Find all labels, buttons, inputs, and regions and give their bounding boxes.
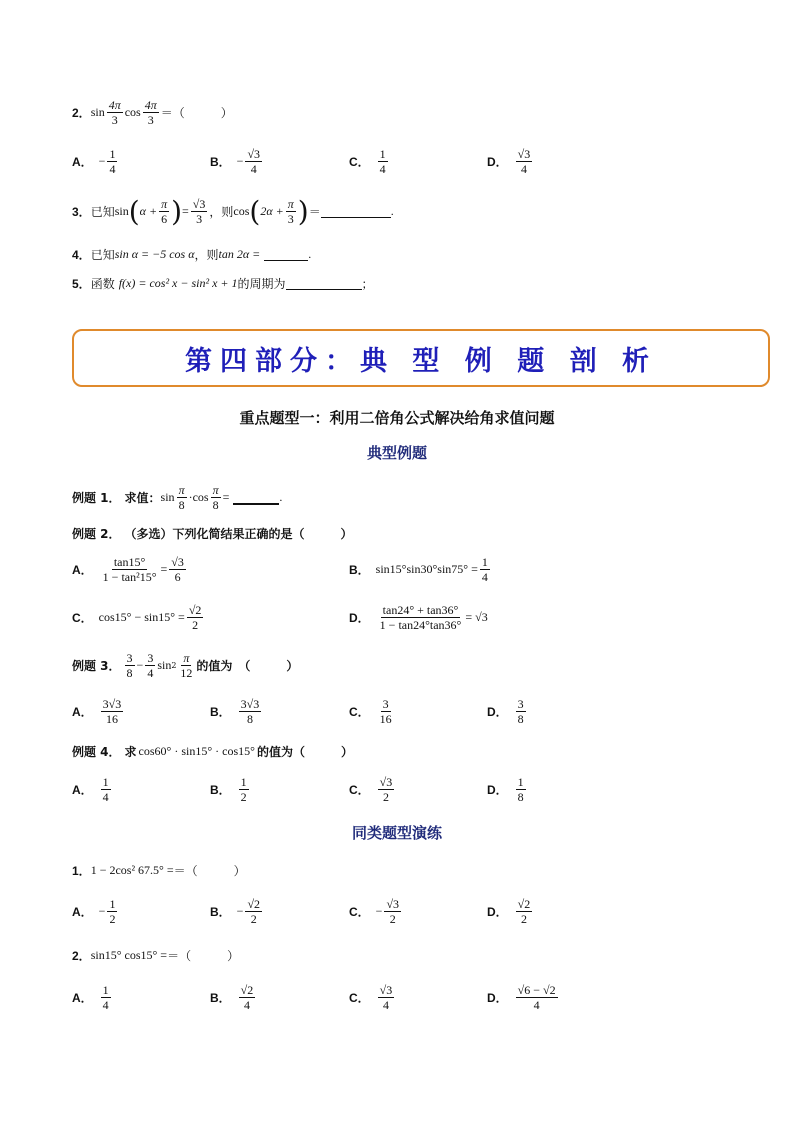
practice-q3: 3． 已知 sin ( α + $\frac{\pi}{6}$ ) = $\frac{√3}{3}$ ，则 cos ( 2α + $\frac{\pi}{3}$ ) ＝ . bbox=[72, 194, 394, 228]
example-1: 例题 1． 求值： sin $\frac{\pi}{8}$ · cos $\frac{\pi}{8}$ = . bbox=[72, 483, 283, 512]
cos-fn: cos bbox=[124, 105, 141, 119]
section-banner bbox=[72, 329, 770, 387]
answer-blank bbox=[233, 491, 279, 505]
typical-heading: 典型例题 bbox=[366, 444, 427, 462]
example-4-option-a: A． $\frac{1}{4}$ bbox=[72, 775, 109, 804]
answer-paren: ＝（ ） bbox=[160, 106, 233, 120]
answer-blank bbox=[321, 205, 391, 218]
sin-fn: sin bbox=[90, 105, 105, 119]
example-2-option-d: D． $\frac{\tan 24^\circ + \tan 36^\circ}{1 - \tan 24^\circ\tan 36^\circ}$ = √3 bbox=[349, 603, 488, 632]
drill-1-option-b: B． − $\frac{√2}{2}$ bbox=[210, 897, 261, 926]
example-4-option-b: B． $\frac{1}{2}$ bbox=[210, 775, 247, 804]
option-b: B． − $\frac{√3}{4}$ bbox=[210, 147, 261, 176]
example-3-option-d: D． $\frac{3}{8}$ bbox=[487, 697, 524, 726]
example-2-option-c: C． cos15° − sin15° = $\frac{√2}{2}$ bbox=[72, 603, 202, 632]
drill-1: 1． 1 − 2cos² 67.5° = ＝（ ） bbox=[72, 863, 246, 878]
fraction: $\frac{4\pi}{3}$ bbox=[108, 98, 121, 127]
practice-q4: 4． 已知 sin α = −5 cos α ，则 tan 2α = . bbox=[72, 247, 312, 262]
example-2-option-b: B． sin15°sin30°sin75° = $\frac{1}{4}$ bbox=[349, 555, 488, 584]
option-a: A． − $\frac{1}{4}$ bbox=[72, 147, 116, 176]
question-number: 2． bbox=[72, 106, 91, 120]
option-d: D． $\frac{√3}{4}$ bbox=[487, 147, 531, 176]
example-2-option-a: A． $\frac{\tan 15^\circ}{\text{1 − tan²15°}}$ = $\frac{√3}{6}$ bbox=[72, 555, 184, 584]
example-2: 例题 2． （多选）下列化简结果正确的是（ ） bbox=[72, 527, 353, 541]
answer-blank bbox=[286, 277, 362, 290]
drill-2-option-a: A． $\frac{1}{4}$ bbox=[72, 983, 109, 1012]
option-c: C． $\frac{1}{4}$ bbox=[349, 147, 386, 176]
drill-1-option-d: D． $\frac{√2}{2}$ bbox=[487, 897, 531, 926]
similar-heading: 同类题型演练 bbox=[351, 824, 442, 842]
drill-1-option-a: A． − $\frac{1}{2}$ bbox=[72, 897, 116, 926]
example-3-option-b: B． $\frac{3√3}{8}$ bbox=[210, 697, 260, 726]
example-4: 例题 4． 求 cos60° · sin15° · cos15° 的值为（ ） bbox=[72, 744, 353, 759]
example-4-option-d: D． $\frac{1}{8}$ bbox=[487, 775, 524, 804]
practice-q2 bbox=[72, 98, 233, 127]
example-4-option-c: C． $\frac{√3}{2}$ bbox=[349, 775, 393, 804]
topic-title: 重点题型一：利用二倍角公式解决给角求值问题 bbox=[239, 409, 555, 427]
drill-2-option-c: C． $\frac{√3}{4}$ bbox=[349, 983, 393, 1012]
answer-blank bbox=[264, 248, 308, 261]
example-3: 例题 3． $\frac{3}{8}$ − $\frac{3}{4}$ sin 2 $\frac{\pi}{12}$ 的值为 （ ） bbox=[72, 651, 299, 680]
fraction: $\frac{4\pi}{3}$ bbox=[144, 98, 157, 127]
example-3-option-a: A． $\frac{3√3}{16}$ bbox=[72, 697, 122, 726]
drill-2-option-d: D． $\frac{√6 - √2}{4}$ bbox=[487, 983, 556, 1012]
example-3-option-c: C． $\frac{3}{16}$ bbox=[349, 697, 392, 726]
drill-1-option-c: C． − $\frac{√3}{2}$ bbox=[349, 897, 400, 926]
drill-2: 2． sin15° cos15° = ＝（ ） bbox=[72, 948, 240, 963]
drill-2-option-b: B． $\frac{√2}{4}$ bbox=[210, 983, 254, 1012]
section-title: 第四部分：典 型 例 题 剖 析 bbox=[185, 345, 657, 377]
practice-q5: 5． 函数 f(x) = cos² x − sin² x + 1 的周期为 ； bbox=[72, 276, 374, 291]
